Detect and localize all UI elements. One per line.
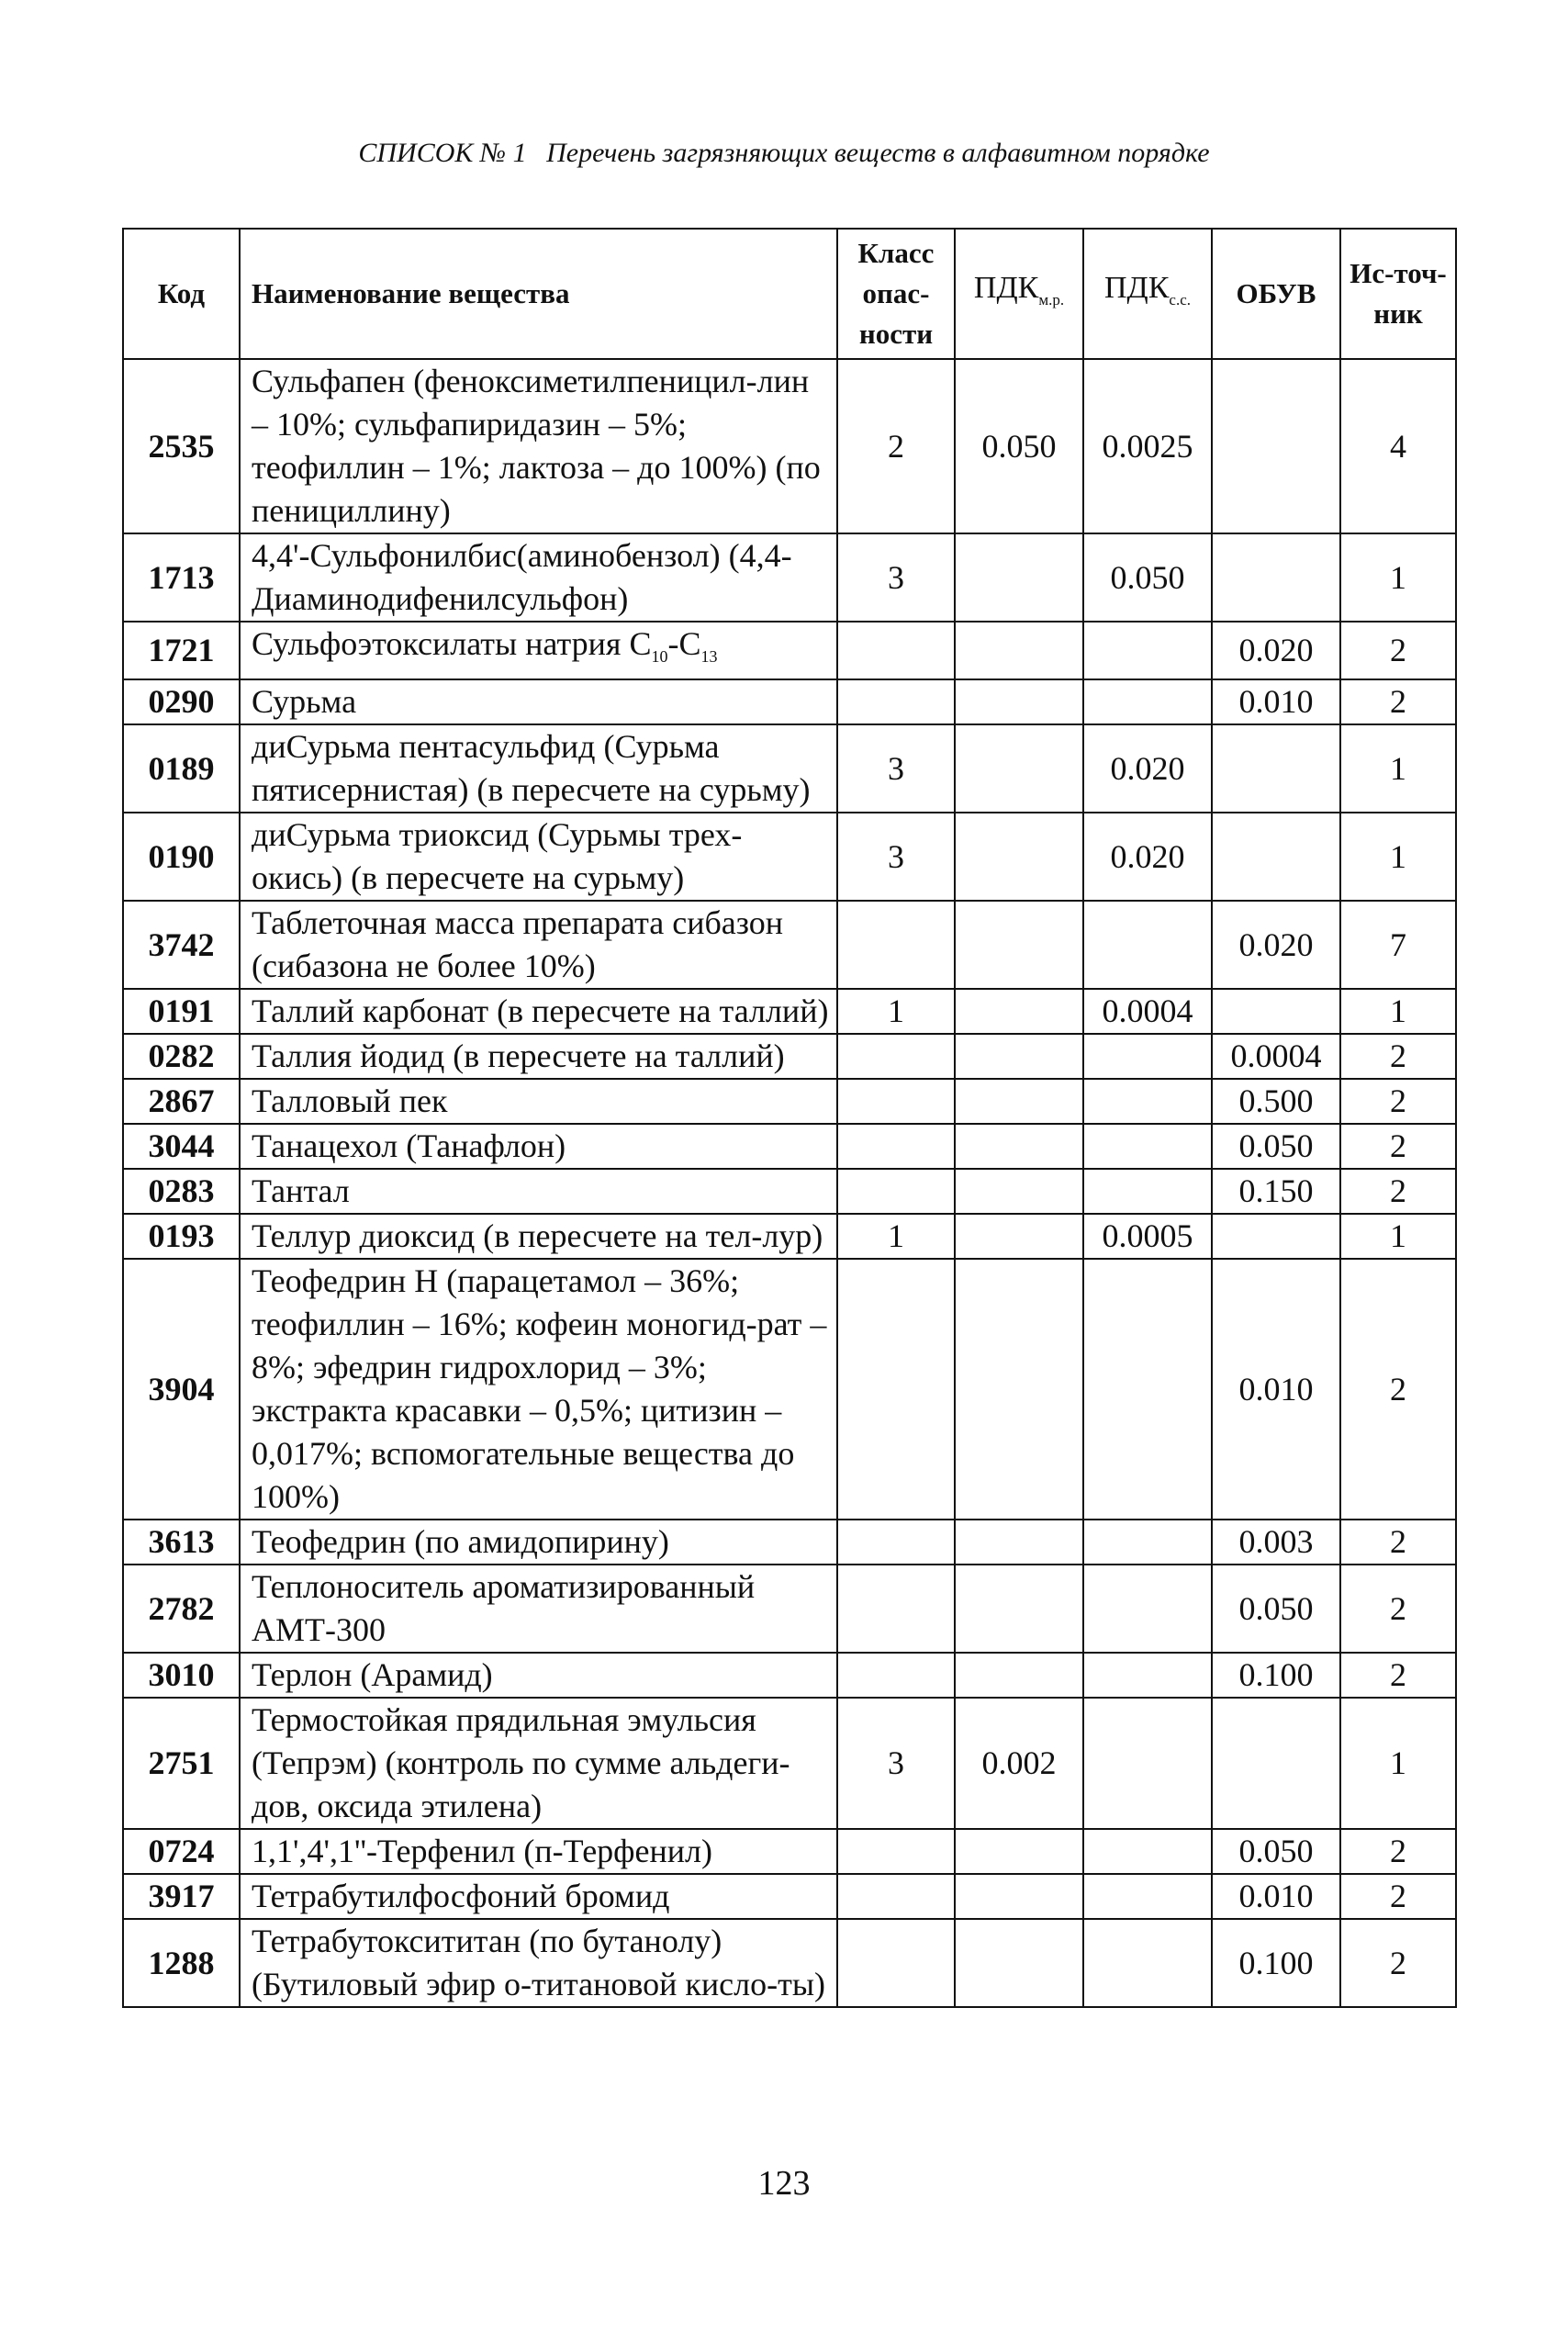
row-source: 2 [1340,1520,1456,1565]
col-header-pdk-ss [1083,229,1212,359]
row-hazard-class [837,1874,955,1919]
row-hazard-class: 3 [837,1698,955,1829]
row-obuv: 0.010 [1212,1874,1340,1919]
row-pdk-mr [955,1259,1083,1520]
row-name: Сульфапен (феноксиметилпеницил-лин – 10%; сульфапиридазин – 5%; теофиллин – 1%; лактоза – до 100%) (по пенициллину) [240,359,837,533]
row-obuv: 0.020 [1212,901,1340,989]
table-row [123,724,1456,813]
row-source: 2 [1340,1259,1456,1520]
row-hazard-class [837,679,955,724]
row-source: 1 [1340,724,1456,813]
row-name: Танацехол (Танафлон) [240,1124,837,1169]
row-source: 2 [1340,1829,1456,1874]
table-row [123,1653,1456,1698]
pdk-mr-label: ПДК [973,270,1039,305]
row-obuv [1212,1214,1340,1259]
row-code: 3044 [123,1124,240,1169]
col-header-code: Код [123,229,240,359]
row-hazard-class [837,901,955,989]
row-code: 0290 [123,679,240,724]
row-pdk-ss [1083,622,1212,679]
row-name: Теплоноситель ароматизированный АМТ-300 [240,1565,837,1653]
row-pdk-mr [955,1919,1083,2007]
row-pdk-mr [955,901,1083,989]
row-pdk-mr [955,1079,1083,1124]
row-pdk-mr: 0.002 [955,1698,1083,1829]
row-pdk-ss [1083,1919,1212,2007]
row-pdk-mr [955,1034,1083,1079]
row-pdk-mr [955,1169,1083,1214]
row-source: 2 [1340,1919,1456,2007]
row-hazard-class [837,1565,955,1653]
table-row [123,1565,1456,1653]
row-pdk-ss: 0.050 [1083,533,1212,622]
row-source: 4 [1340,359,1456,533]
row-hazard-class: 1 [837,989,955,1034]
row-name: Тетрабутоксититан (по бутанолу) (Бутиловый эфир о-титановой кисло-ты) [240,1919,837,2007]
row-hazard-class [837,1169,955,1214]
row-code: 0191 [123,989,240,1034]
row-hazard-class: 3 [837,724,955,813]
row-hazard-class: 3 [837,533,955,622]
row-pdk-ss [1083,1124,1212,1169]
pdk-ss-subscript: с.с. [1169,290,1192,308]
row-hazard-class [837,1079,955,1124]
row-pdk-ss: 0.0025 [1083,359,1212,533]
table-row [123,1169,1456,1214]
row-source: 1 [1340,813,1456,901]
row-obuv: 0.020 [1212,622,1340,679]
row-source: 2 [1340,1079,1456,1124]
row-obuv: 0.050 [1212,1565,1340,1653]
table-row [123,1124,1456,1169]
row-pdk-mr [955,989,1083,1034]
table-row [123,1919,1456,2007]
row-code: 0190 [123,813,240,901]
row-hazard-class [837,1919,955,2007]
row-code: 1288 [123,1919,240,2007]
row-name: Терлон (Арамид) [240,1653,837,1698]
col-header-name: Наименование вещества [240,229,837,359]
row-code: 0724 [123,1829,240,1874]
row-name: Тантал [240,1169,837,1214]
table-row [123,1259,1456,1520]
row-source: 2 [1340,1034,1456,1079]
row-pdk-ss [1083,1874,1212,1919]
table-row [123,1874,1456,1919]
row-code: 0189 [123,724,240,813]
row-code: 0283 [123,1169,240,1214]
row-pdk-ss [1083,1698,1212,1829]
row-obuv: 0.003 [1212,1520,1340,1565]
page-number: 123 [757,2164,811,2203]
row-pdk-mr [955,622,1083,679]
row-code: 2782 [123,1565,240,1653]
row-pdk-ss [1083,679,1212,724]
col-header-source: Ис-точ-ник [1340,229,1456,359]
row-name-subscript-10: 10 [651,647,668,667]
row-obuv [1212,1698,1340,1829]
table-row [123,679,1456,724]
table-row [123,533,1456,622]
row-pdk-mr [955,1874,1083,1919]
row-code: 3010 [123,1653,240,1698]
row-name: Таблеточная масса препарата сибазон (сибазона не более 10%) [240,901,837,989]
row-name: Сурьма [240,679,837,724]
table-row [123,901,1456,989]
row-source: 1 [1340,989,1456,1034]
row-pdk-mr [955,679,1083,724]
row-hazard-class [837,622,955,679]
table-row [123,622,1456,679]
table-header-row [123,229,1456,359]
substances-table [122,228,1457,2008]
row-hazard-class [837,1034,955,1079]
row-name: Термостойкая прядильная эмульсия (Тепрэм) (контроль по сумме альдеги-дов, оксида этилена) [240,1698,837,1829]
row-pdk-ss [1083,1169,1212,1214]
row-name: Таллия йодид (в пересчете на таллий) [240,1034,837,1079]
row-name: Теофедрин Н (парацетамол – 36%; теофиллин – 16%; кофеин моногид-рат – 8%; эфедрин гидрохлорид – 3%; экстракта красавки – 0,5%; цитизин – 0,017%; вспомогательные вещества до 100%) [240,1259,837,1520]
page-header [0,138,1568,169]
row-pdk-ss: 0.0005 [1083,1214,1212,1259]
row-name-subscript-13: 13 [700,647,718,667]
row-obuv: 0.500 [1212,1079,1340,1124]
row-pdk-ss [1083,1829,1212,1874]
row-name-mid: -C [667,625,701,662]
row-pdk-ss [1083,1259,1212,1520]
col-header-hazard-class: Класс опас-ности [837,229,955,359]
row-hazard-class [837,1520,955,1565]
row-name: диСурьма пентасульфид (Сурьма пятисернистая) (в пересчете на сурьму) [240,724,837,813]
row-name: диСурьма триоксид (Сурьмы трех-окись) (в пересчете на сурьму) [240,813,837,901]
table-row [123,1034,1456,1079]
row-hazard-class: 1 [837,1214,955,1259]
row-obuv [1212,359,1340,533]
row-source: 2 [1340,1169,1456,1214]
row-obuv: 0.010 [1212,1259,1340,1520]
row-code: 0282 [123,1034,240,1079]
row-pdk-ss: 0.0004 [1083,989,1212,1034]
row-code: 1721 [123,622,240,679]
pdk-mr-subscript: м.р. [1038,290,1065,308]
row-hazard-class [837,1124,955,1169]
row-code: 1713 [123,533,240,622]
row-pdk-mr [955,1520,1083,1565]
row-obuv [1212,724,1340,813]
row-code: 2867 [123,1079,240,1124]
row-code: 2535 [123,359,240,533]
row-pdk-mr: 0.050 [955,359,1083,533]
row-obuv: 0.0004 [1212,1034,1340,1079]
row-hazard-class [837,1829,955,1874]
table-row [123,1520,1456,1565]
row-obuv: 0.100 [1212,1919,1340,2007]
row-hazard-class [837,1653,955,1698]
row-pdk-ss [1083,1565,1212,1653]
row-obuv: 0.050 [1212,1124,1340,1169]
row-pdk-mr [955,1124,1083,1169]
col-header-obuv: ОБУВ [1212,229,1340,359]
row-obuv [1212,989,1340,1034]
row-pdk-ss [1083,1653,1212,1698]
row-name: Талловый пек [240,1079,837,1124]
row-pdk-mr [955,813,1083,901]
row-pdk-mr [955,1653,1083,1698]
row-hazard-class: 3 [837,813,955,901]
row-pdk-ss [1083,1079,1212,1124]
table-row [123,989,1456,1034]
row-pdk-mr [955,1214,1083,1259]
table-row [123,1829,1456,1874]
row-obuv: 0.100 [1212,1653,1340,1698]
row-name [240,622,837,679]
row-code: 3904 [123,1259,240,1520]
pdk-ss-label: ПДК [1103,270,1170,305]
row-source: 2 [1340,679,1456,724]
row-pdk-ss [1083,901,1212,989]
row-source: 2 [1340,622,1456,679]
row-source: 1 [1340,1214,1456,1259]
row-code: 3917 [123,1874,240,1919]
list-label: СПИСОК № 1 [358,138,527,168]
row-source: 2 [1340,1653,1456,1698]
row-obuv [1212,813,1340,901]
row-name: Теофедрин (по амидопирину) [240,1520,837,1565]
row-pdk-mr [955,1829,1083,1874]
row-source: 2 [1340,1874,1456,1919]
row-obuv: 0.010 [1212,679,1340,724]
row-pdk-ss [1083,1034,1212,1079]
row-name: Тетрабутилфосфоний бромид [240,1874,837,1919]
row-name-main: Сульфоэтоксилаты натрия C [252,625,652,662]
row-pdk-ss: 0.020 [1083,724,1212,813]
row-code: 0193 [123,1214,240,1259]
row-pdk-ss [1083,1520,1212,1565]
row-name: 4,4'-Сульфонилбис(аминобензол) (4,4-Диаминодифенилсульфон) [240,533,837,622]
table-row [123,1214,1456,1259]
table-row [123,359,1456,533]
row-source: 1 [1340,1698,1456,1829]
row-pdk-mr [955,1565,1083,1653]
row-code: 3742 [123,901,240,989]
row-obuv [1212,533,1340,622]
row-code: 3613 [123,1520,240,1565]
row-hazard-class: 2 [837,359,955,533]
row-source: 7 [1340,901,1456,989]
row-name: Теллур диоксид (в пересчете на тел-лур) [240,1214,837,1259]
row-obuv: 0.050 [1212,1829,1340,1874]
table-row [123,1079,1456,1124]
row-pdk-mr [955,533,1083,622]
row-pdk-mr [955,724,1083,813]
row-name: 1,1',4',1''-Терфенил (п-Терфенил) [240,1829,837,1874]
row-source: 2 [1340,1565,1456,1653]
table-row [123,1698,1456,1829]
row-code: 2751 [123,1698,240,1829]
row-obuv: 0.150 [1212,1169,1340,1214]
row-source: 1 [1340,533,1456,622]
row-hazard-class [837,1259,955,1520]
row-source: 2 [1340,1124,1456,1169]
row-name: Таллий карбонат (в пересчете на таллий) [240,989,837,1034]
row-pdk-ss: 0.020 [1083,813,1212,901]
col-header-pdk-mr [955,229,1083,359]
page-title: Перечень загрязняющих веществ в алфавитном порядке [546,138,1210,168]
table-row [123,813,1456,901]
